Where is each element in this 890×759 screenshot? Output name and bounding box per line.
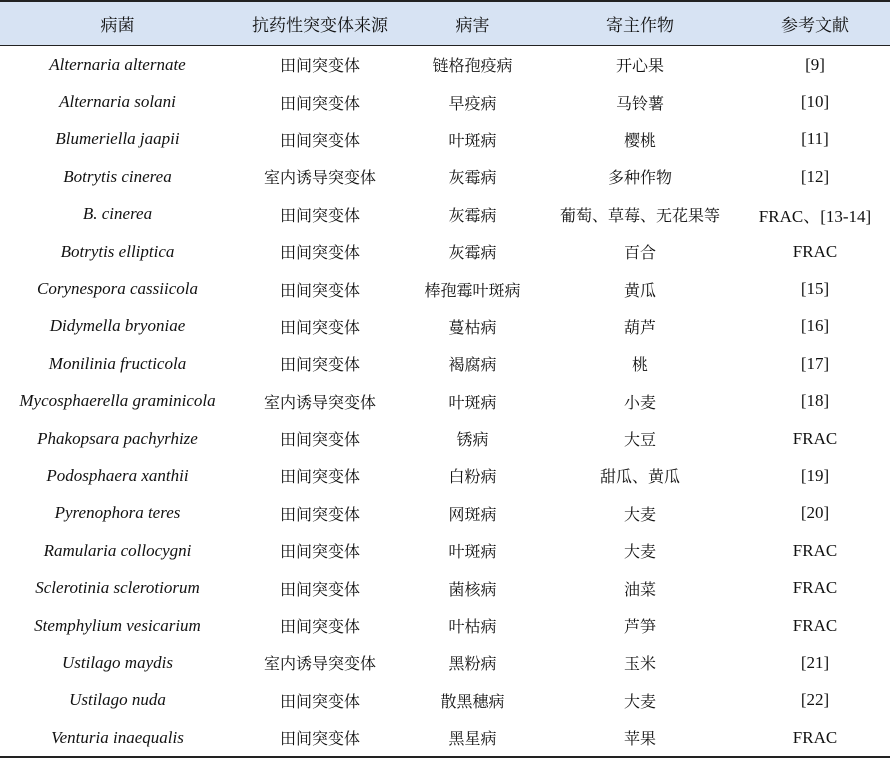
table-body bbox=[0, 46, 890, 758]
reference-cell: [15] bbox=[800, 279, 830, 299]
table-row bbox=[0, 607, 890, 644]
host-crop-cell: 百合 bbox=[623, 243, 656, 263]
mutant-source-cell: 田间突变体 bbox=[279, 205, 360, 225]
pathogen-cell: Corynespora cassiicola bbox=[36, 279, 199, 299]
mutant-source-cell: 田间突变体 bbox=[279, 243, 360, 263]
mutant-source-cell: 田间突变体 bbox=[279, 542, 360, 562]
host-crop-cell: 苹果 bbox=[540, 719, 740, 757]
pathogen-cell: Ustilago nuda bbox=[69, 690, 166, 710]
reference-cell: [11] bbox=[801, 129, 829, 149]
pathogen-cell: Venturia inaequalis bbox=[0, 719, 235, 757]
disease-cell: 锈病 bbox=[456, 430, 489, 450]
pathogen-cell: Podosphaera xanthii bbox=[46, 465, 189, 485]
header-host-crop: 寄主作物 bbox=[540, 1, 740, 46]
host-crop-cell: 开心果 bbox=[615, 56, 664, 76]
mutant-source-cell: 田间突变体 bbox=[279, 430, 360, 450]
table-row bbox=[0, 495, 890, 532]
disease-cell: 叶斑病 bbox=[448, 130, 497, 150]
table-row bbox=[0, 719, 890, 757]
mutant-source-cell: 田间突变体 bbox=[279, 56, 360, 76]
host-crop-cell: 马铃薯 bbox=[615, 93, 664, 113]
host-crop-cell: 桃 bbox=[631, 355, 648, 375]
host-crop-cell: 樱桃 bbox=[623, 130, 656, 150]
pathogen-cell: Stemphylium vesicarium bbox=[34, 615, 201, 635]
header-mutant-source: 抗药性突变体来源 bbox=[235, 1, 405, 46]
reference-cell: [22] bbox=[800, 690, 830, 710]
mutant-source-cell: 田间突变体 bbox=[279, 579, 360, 599]
table-row bbox=[0, 196, 890, 233]
reference-cell: [17] bbox=[800, 353, 830, 373]
reference-cell: [10] bbox=[800, 92, 830, 112]
reference-cell: [18] bbox=[800, 391, 830, 411]
reference-cell: FRAC、[13-14] bbox=[758, 206, 872, 226]
mutant-source-cell: 室内诱导突变体 bbox=[263, 392, 376, 412]
table-row bbox=[0, 457, 890, 494]
disease-cell: 叶斑病 bbox=[448, 392, 497, 412]
disease-cell: 黑星病 bbox=[405, 719, 540, 757]
disease-cell: 叶枯病 bbox=[448, 617, 497, 637]
disease-cell: 灰霉病 bbox=[448, 205, 497, 225]
mutant-source-cell: 田间突变体 bbox=[279, 130, 360, 150]
host-crop-cell: 葫芦 bbox=[623, 317, 656, 337]
pathogen-cell: B. cinerea bbox=[82, 204, 153, 224]
pathogen-cell: Mycosphaerella graminicola bbox=[19, 391, 216, 411]
pathogen-cell: Monilinia fructicola bbox=[48, 353, 187, 373]
pathogen-cell: Didymella bryoniae bbox=[49, 316, 186, 336]
mutant-source-cell: 田间突变体 bbox=[279, 355, 360, 375]
host-crop-cell: 芦笋 bbox=[623, 617, 656, 637]
disease-cell: 散黑穗病 bbox=[440, 691, 505, 711]
reference-cell: FRAC bbox=[792, 540, 838, 560]
disease-cell: 早疫病 bbox=[448, 93, 497, 113]
reference-cell: [19] bbox=[800, 465, 830, 485]
table-row bbox=[0, 308, 890, 345]
reference-cell: FRAC bbox=[792, 615, 838, 635]
mutant-source-cell: 室内诱导突变体 bbox=[263, 654, 376, 674]
reference-cell: [12] bbox=[800, 166, 830, 186]
host-crop-cell: 大麦 bbox=[623, 542, 656, 562]
disease-cell: 菌核病 bbox=[448, 579, 497, 599]
table-row bbox=[0, 420, 890, 457]
host-crop-cell: 大豆 bbox=[623, 430, 656, 450]
mutant-source-cell: 田间突变体 bbox=[279, 317, 360, 337]
mutant-source-cell: 田间突变体 bbox=[279, 617, 360, 637]
header-row bbox=[0, 1, 890, 46]
disease-cell: 黑粉病 bbox=[448, 654, 497, 674]
pathogen-cell: Pyrenophora teres bbox=[54, 503, 181, 523]
table-row bbox=[0, 383, 890, 420]
table-row bbox=[0, 532, 890, 569]
header-disease: 病害 bbox=[405, 1, 540, 46]
host-crop-cell: 黄瓜 bbox=[623, 280, 656, 300]
disease-cell: 白粉病 bbox=[448, 467, 497, 487]
table-row bbox=[0, 233, 890, 270]
pathogen-cell: Botrytis cinerea bbox=[63, 166, 172, 186]
reference-cell: [21] bbox=[800, 652, 830, 672]
reference-cell: [16] bbox=[800, 316, 830, 336]
disease-cell: 褐腐病 bbox=[448, 355, 497, 375]
reference-cell: FRAC bbox=[792, 578, 838, 598]
mutant-source-cell: 田间突变体 bbox=[279, 93, 360, 113]
table-row bbox=[0, 158, 890, 195]
table-row bbox=[0, 569, 890, 606]
table-row bbox=[0, 46, 890, 84]
table-row bbox=[0, 345, 890, 382]
reference-cell: [9] bbox=[805, 54, 825, 74]
host-crop-cell: 大麦 bbox=[623, 691, 656, 711]
table-row bbox=[0, 121, 890, 158]
table-row bbox=[0, 682, 890, 719]
table-row bbox=[0, 83, 890, 120]
pathogen-cell: Phakopsara pachyrhize bbox=[37, 428, 198, 448]
table-header bbox=[0, 1, 890, 46]
table-row bbox=[0, 644, 890, 681]
host-crop-cell: 葡萄、草莓、无花果等 bbox=[559, 205, 720, 225]
header-reference: 参考文献 bbox=[740, 1, 890, 46]
mutant-source-cell: 田间突变体 bbox=[279, 691, 360, 711]
disease-cell: 灰霉病 bbox=[448, 168, 497, 188]
pathogen-cell: Ustilago maydis bbox=[62, 652, 173, 672]
host-crop-cell: 甜瓜、黄瓜 bbox=[599, 467, 680, 487]
header-pathogen: 病菌 bbox=[0, 1, 235, 46]
mutant-source-cell: 室内诱导突变体 bbox=[263, 168, 376, 188]
mutant-source-cell: 田间突变体 bbox=[279, 504, 360, 524]
reference-cell: FRAC bbox=[792, 241, 838, 261]
pathogen-cell: Botrytis elliptica bbox=[60, 241, 175, 261]
host-crop-cell: 多种作物 bbox=[607, 168, 672, 188]
disease-cell: 棒孢霉叶斑病 bbox=[424, 280, 521, 300]
mutant-source-cell: 田间突变体 bbox=[279, 280, 360, 300]
pathogen-cell: Ramularia collocygni bbox=[43, 540, 192, 560]
mutant-source-cell: 田间突变体 bbox=[235, 719, 405, 757]
reference-cell: FRAC bbox=[792, 428, 838, 448]
disease-cell: 网斑病 bbox=[448, 504, 497, 524]
host-crop-cell: 小麦 bbox=[623, 392, 656, 412]
pathogen-cell: Alternaria alternate bbox=[49, 54, 186, 74]
disease-cell: 蔓枯病 bbox=[448, 317, 497, 337]
host-crop-cell: 大麦 bbox=[623, 504, 656, 524]
disease-cell: 叶斑病 bbox=[448, 542, 497, 562]
pathogen-cell: Alternaria solani bbox=[59, 92, 176, 112]
disease-cell: 灰霉病 bbox=[448, 243, 497, 263]
table-row bbox=[0, 270, 890, 307]
host-crop-cell: 油菜 bbox=[623, 579, 656, 599]
pathogen-cell: Blumeriella jaapii bbox=[55, 129, 180, 149]
pathogen-cell: Sclerotinia sclerotiorum bbox=[35, 578, 200, 598]
reference-cell: [20] bbox=[800, 503, 830, 523]
host-crop-cell: 玉米 bbox=[623, 654, 656, 674]
mutant-source-cell: 田间突变体 bbox=[279, 467, 360, 487]
disease-cell: 链格孢疫病 bbox=[432, 56, 513, 76]
reference-cell: FRAC bbox=[740, 719, 890, 757]
